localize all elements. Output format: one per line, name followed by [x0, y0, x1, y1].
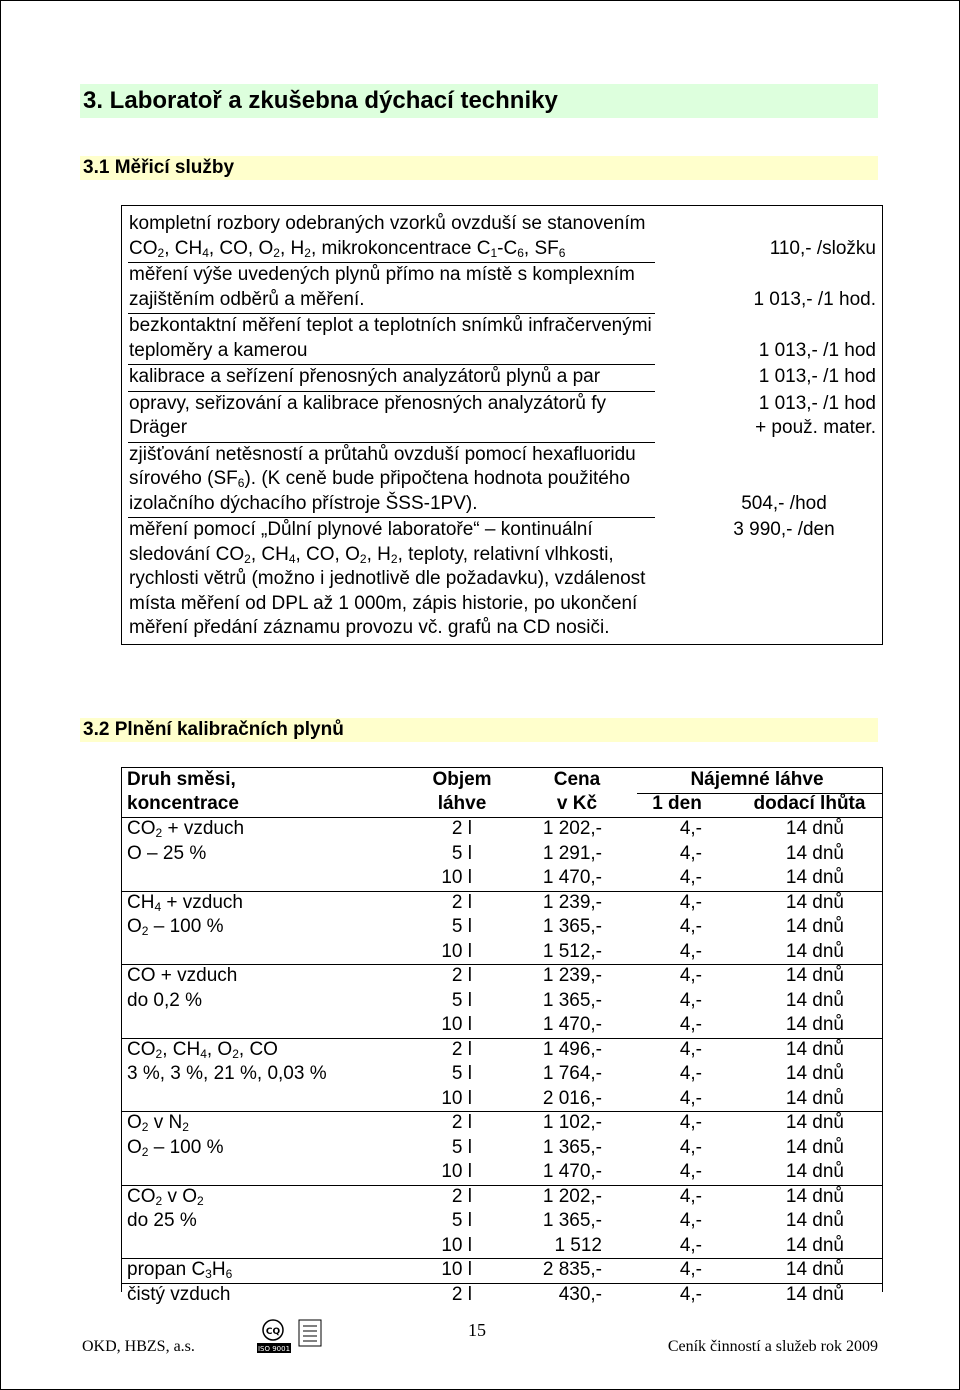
delivery-time: 14 dnů [785, 1112, 844, 1133]
bottle-price: 2 016,- [542, 1087, 602, 1109]
bottle-volume: 10 l [441, 867, 472, 888]
header-price: Cena [553, 769, 601, 790]
rent-per-day: 4,- [679, 842, 702, 864]
service-price: 1 013,- /1 hod [758, 366, 876, 387]
bottle-volume: 5 l [451, 989, 472, 1011]
bottle-volume: 2 l [451, 1185, 472, 1207]
gas-mixture-name: do 25 % [127, 1210, 197, 1231]
bottle-price: 1 470,- [542, 867, 602, 888]
bottle-volume: 10 l [441, 1014, 472, 1035]
service-description: teploměry a kamerou [129, 339, 308, 361]
gas-mixture-name: 3 %, 3 %, 21 %, 0,03 % [127, 1063, 327, 1084]
delivery-time: 14 dnů [785, 818, 844, 839]
delivery-time: 14 dnů [785, 1136, 844, 1158]
rent-per-day: 4,- [679, 1210, 702, 1231]
rent-per-day: 4,- [679, 1161, 702, 1182]
rent-per-day: 4,- [679, 916, 702, 937]
delivery-time: 14 dnů [785, 1234, 844, 1256]
bottle-price: 1 470,- [542, 1014, 602, 1035]
service-price: 504,- /hod [741, 492, 827, 514]
bottle-volume: 10 l [441, 1087, 472, 1109]
service-price: 3 990,- /den [733, 519, 835, 540]
header-currency: v Kč [556, 793, 598, 814]
gas-price-table [121, 767, 883, 1305]
bottle-price: 1 291,- [542, 842, 602, 864]
bottle-volume: 2 l [451, 1038, 472, 1060]
bottle-price: 1 496,- [542, 1038, 602, 1060]
delivery-time: 14 dnů [785, 867, 844, 888]
services-table [121, 205, 883, 645]
gas-mixture-name: $CO_2$ + vzduch [127, 818, 245, 840]
rent-per-day: 4,- [679, 1283, 702, 1305]
bottle-price: 1 239,- [542, 965, 602, 986]
gas-mixture-name: čistý vzduch [127, 1283, 231, 1305]
iso-certification-logo [255, 1316, 325, 1356]
gas-mixture-name: $O_2 - 100$ % [127, 916, 224, 938]
service-description: bezkontaktní měření teplot a teplotních snímků infračervenými [129, 315, 652, 336]
bottle-volume: 10 l [441, 1259, 472, 1280]
bottle-volume: 5 l [451, 1210, 472, 1231]
service-description: měření výše uvedených plynů přímo na místě s komplexním [129, 264, 635, 285]
service-description: místa měření od DPL až 1 000m, zápis historie, po ukončení [129, 592, 638, 614]
rent-per-day: 4,- [679, 1063, 702, 1084]
bottle-volume: 2 l [451, 1283, 472, 1305]
delivery-time: 14 dnů [785, 1038, 844, 1060]
service-description: sírového $(SF_6)$. (K ceně bude připočtena hodnota použitého [129, 468, 631, 490]
gas-mixture-name: $CH_4$ + vzduch [127, 891, 243, 914]
rent-per-day: 4,- [679, 1136, 702, 1158]
bottle-volume: 2 l [451, 891, 472, 913]
header-concentration: koncentrace [127, 793, 239, 814]
delivery-time: 14 dnů [785, 989, 844, 1011]
delivery-time: 14 dnů [785, 1259, 844, 1280]
bottle-price: 1 764,- [542, 1063, 602, 1084]
rent-per-day: 4,- [679, 867, 702, 888]
rent-per-day: 4,- [679, 1185, 702, 1207]
header-one-day: 1 den [652, 793, 702, 814]
gas-mixture-name: propan $C_3H_6$ [127, 1259, 233, 1281]
bottle-price: 1 365,- [542, 916, 602, 937]
bottle-volume: 5 l [451, 1063, 472, 1084]
service-price: 1 013,- /1 hod [758, 339, 876, 361]
delivery-time: 14 dnů [785, 916, 844, 937]
gas-mixture-name: O – 25 % [127, 842, 207, 864]
gas-mixture-name: $CO_2$ v $O_2$ [127, 1185, 204, 1208]
bottle-volume: 10 l [441, 1234, 472, 1256]
bottle-price: 1 512 [554, 1234, 602, 1256]
gas-mixture-name: $CO_2$, $CH_4$, $O_2$, CO [127, 1038, 278, 1061]
service-description: sledování $CO_2$, $CH_4$, CO, $O_2$, $H_2$, teploty, relativní vlhkosti, [129, 543, 614, 566]
service-price-note: + použ. mater. [755, 417, 876, 438]
service-description: Dräger [129, 417, 188, 438]
bottle-volume: 5 l [451, 842, 472, 864]
delivery-time: 14 dnů [785, 1283, 844, 1305]
page-number: 15 [468, 1320, 486, 1340]
service-description: zajištěním odběrů a měření. [129, 288, 365, 310]
rent-per-day: 4,- [679, 1112, 702, 1133]
rent-per-day: 4,- [679, 989, 702, 1011]
rent-per-day: 4,- [679, 940, 702, 962]
service-description: měření pomocí „Důlní plynové laboratoře“ – kontinuální [129, 519, 593, 540]
footer-document-title: Ceník činností a služeb rok 2009 [667, 1338, 878, 1355]
gas-mixture-name: CO + vzduch [127, 965, 238, 986]
header-delivery-time: dodací lhůta [753, 793, 866, 814]
gas-mixture-name: $O_2 - 100$ % [127, 1136, 224, 1159]
service-description: kompletní rozbory odebraných vzorků ovzduší se stanovením [129, 213, 646, 234]
rent-per-day: 4,- [679, 1038, 702, 1060]
bottle-price: 1 365,- [542, 1136, 602, 1158]
gas-mixture-name: $O_2$ v $N_2$ [127, 1112, 189, 1134]
delivery-time: 14 dnů [785, 940, 844, 962]
header-mixture: Druh směsi, [127, 769, 236, 790]
header-bottle: láhve [437, 793, 487, 814]
bottle-price: 1 239,- [542, 891, 602, 913]
bottle-price: 1 365,- [542, 1210, 602, 1231]
service-description: $CO_2$, $CH_4$, CO, $O_2$, $H_2$, mikrokoncentrace $C_1-C_6$, $SF_6$ [129, 237, 566, 260]
service-description: izolačního dýchacího přístroje ŠSS-1PV). [129, 492, 478, 514]
bottle-price: 1 512,- [542, 940, 602, 962]
header-volume: Objem [432, 769, 492, 790]
rent-per-day: 4,- [679, 965, 702, 986]
rent-per-day: 4,- [679, 1234, 702, 1256]
delivery-time: 14 dnů [785, 1210, 844, 1231]
section-title-measurement: 3.1 Měřicí služby [80, 156, 878, 180]
service-description: kalibrace a seřízení přenosných analyzátorů plynů a par [129, 366, 601, 387]
section-title-gas-filling: 3.2 Plnění kalibračních plynů [80, 718, 878, 742]
rent-per-day: 4,- [679, 891, 702, 913]
header-rent-underline [637, 793, 882, 794]
bottle-volume: 2 l [451, 1112, 472, 1133]
service-description: opravy, seřizování a kalibrace přenosných analyzátorů fy [129, 392, 607, 414]
bottle-volume: 10 l [441, 1161, 472, 1182]
delivery-time: 14 dnů [785, 1014, 844, 1035]
service-description: zjišťování netěsností a průtahů ovzduší pomocí hexafluoridu [129, 443, 636, 465]
bottle-price: 1 102,- [542, 1112, 602, 1133]
delivery-time: 14 dnů [785, 891, 844, 913]
delivery-time: 14 dnů [785, 842, 844, 864]
bottle-price: 1 365,- [542, 989, 602, 1011]
delivery-time: 14 dnů [785, 1185, 844, 1207]
bottle-volume: 5 l [451, 1136, 472, 1158]
service-price: 1 013,- /1 hod. [753, 288, 876, 310]
rent-per-day: 4,- [679, 1259, 702, 1280]
delivery-time: 14 dnů [785, 1161, 844, 1182]
page-title: 3. Laboratoř a zkušebna dýchací techniky [80, 84, 878, 118]
delivery-time: 14 dnů [785, 1063, 844, 1084]
rent-per-day: 4,- [679, 1087, 702, 1109]
gas-mixture-name: do 0,2 % [127, 989, 202, 1011]
bottle-price: 1 470,- [542, 1161, 602, 1182]
service-price: 1 013,- /1 hod [758, 392, 876, 414]
service-price: 110,- /složku [769, 237, 876, 259]
svg-text:CQ: CQ [265, 1327, 281, 1337]
delivery-time: 14 dnů [785, 965, 844, 986]
bottle-price: 1 202,- [542, 1185, 602, 1207]
bottle-volume: 2 l [451, 965, 472, 986]
service-description: měření předání záznamu provozu vč. grafů na CD nosiči. [129, 617, 610, 638]
svg-text:ISO 9001: ISO 9001 [257, 1345, 291, 1353]
header-bottle-rent: Nájemné láhve [690, 769, 824, 790]
bottle-volume: 10 l [441, 940, 472, 962]
service-description: rychlosti větrů (možno i jednotlivě dle požadavku), vzdálenost [129, 568, 646, 589]
bottle-price: 1 202,- [542, 818, 602, 839]
bottle-volume: 5 l [451, 916, 472, 937]
footer-company: OKD, HBZS, a.s. [82, 1338, 195, 1355]
delivery-time: 14 dnů [785, 1087, 844, 1109]
rent-per-day: 4,- [679, 1014, 702, 1035]
bottle-volume: 2 l [451, 818, 472, 839]
bottle-price: 430,- [558, 1283, 602, 1305]
bottle-price: 2 835,- [542, 1259, 602, 1280]
rent-per-day: 4,- [679, 818, 702, 839]
